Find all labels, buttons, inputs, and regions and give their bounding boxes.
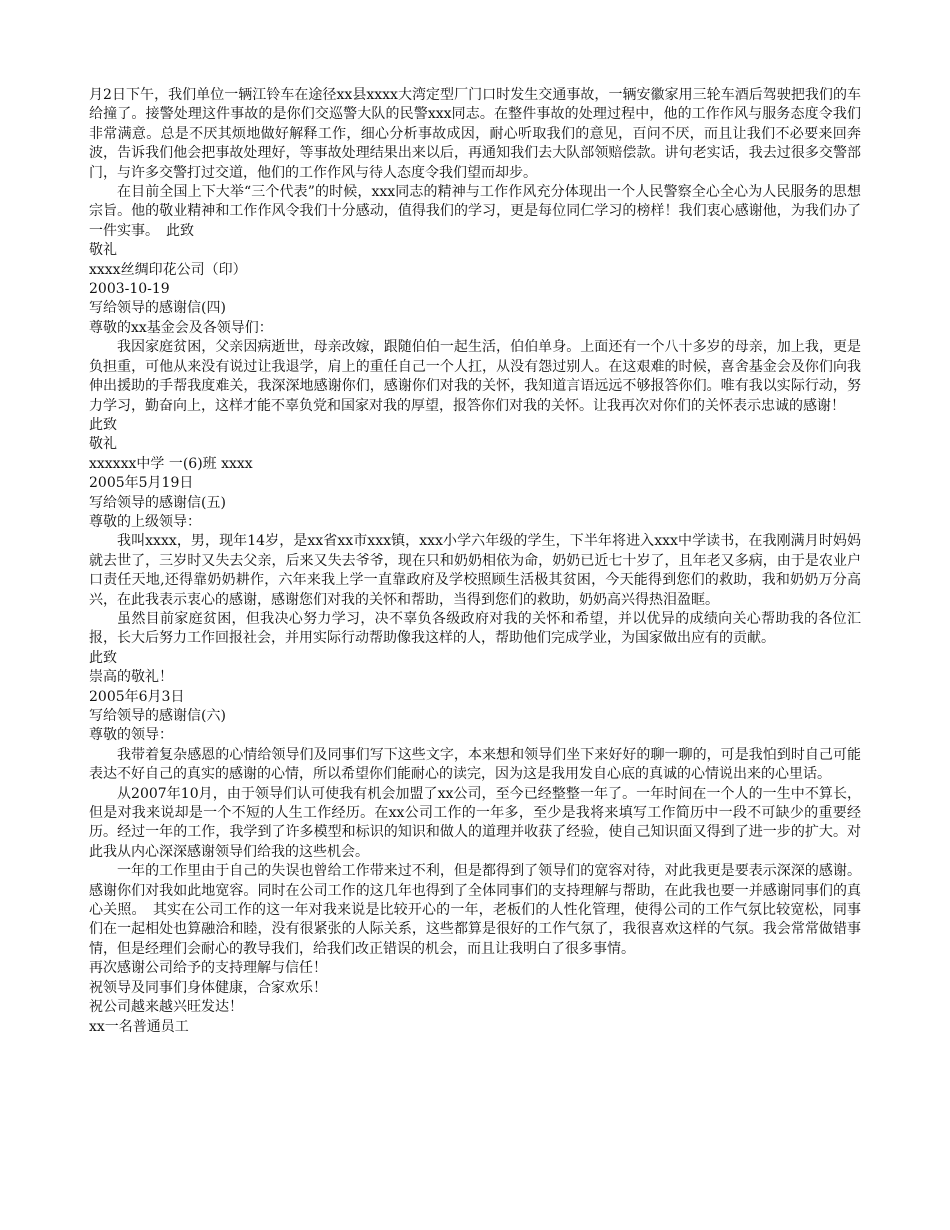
document-body: [89, 86, 861, 1037]
paragraph-three-represents: 在目前全国上下大举“三个代表”的时候，xxx同志的精神与工作作风充分体现出一个人民警察全心全心为人民服务的思想宗旨。他的敬业精神和工作作风令我们十分感动，值得我们的学习，更是每位同仁学习的榜样！我们衷心感谢他，为我们办了一件实事。 此致: [89, 184, 861, 239]
wish-line: 祝公司越来越兴旺发达！: [89, 999, 243, 1016]
letter-heading-five: 写给领导的感谢信(五): [89, 494, 226, 511]
thanks-line: 再次感谢公司给予的支持理解与信任！: [89, 960, 327, 977]
closing-salute: 崇高的敬礼！: [89, 669, 173, 686]
salutation: 尊敬的领导：: [89, 727, 173, 744]
letter-heading-six: 写给领导的感谢信(六): [89, 708, 226, 724]
paragraph-one-year-work: 从2007年10月，由于领导们认可使我有机会加盟了xx公司，至今已经整整一年了。一年时间在一个人的一生中不算长，但是对我来说却是一个不短的人生工作经历。在xx公司工作的一年多，至少是我将来填写工作简历中一段不可缺少的重要经历。经过一年的工作，我学到了许多模型和标识的知识和做人的道理并收获了经验，使自己知识面又得到了进一步的扩大。对此我从内心深深感谢领导们给我的这些机会。: [89, 785, 861, 860]
paragraph-tolerance-thanks: 一年的工作里由于自己的失误也曾给工作带来过不利，但是都得到了领导们的宽容对待，对此我更是要表示深深的感谢。感谢你们对我如此地宽容。同时在公司工作的这几年也得到了全体同事们的支持理解与帮助，在此我也要一并感谢同事们的真心关照。 其实在公司工作的这一年对我来说是比较开心的一年，老板们的人性化管理，使得公司的工作气氛比较宽松，同事们在一起相处也算融洽和睦，没有很紧张的人际关系，这些都算是很好的工作气氛了，我很喜欢这样的气氛。我会常常做错事情，但是经理们会耐心的教导我们，给我们改正错误的机会，而且让我明白了很多事情。: [89, 863, 861, 957]
salutation: 尊敬的上级领导：: [89, 513, 201, 530]
date-line: 2005年5月19日: [89, 475, 194, 492]
closing-phrase: 此致: [89, 416, 117, 433]
closing-phrase: 此致: [89, 649, 117, 666]
closing-salute: 敬礼: [89, 242, 117, 259]
paragraph-family-poverty: 我因家庭贫困，父亲因病逝世，母亲改嫁，跟随伯伯一起生活，伯伯单身。上面还有一个八十多岁的母亲，加上我，更是负担重，可他从来没有说过让我退学，肩上的重任自己一个人扛，从没有怨过别人。在这艰难的时候，喜舍基金会及你们向我伸出援助的手帮我度难关，我深深地感谢你们，感谢你们对我的关怀，我知道言语远远不够报答你们。唯有我以实际行动，努力学习，勤奋向上，这样才能不辜负党和国家对我的厚望，报答你们对我的关怀。让我再次对你们的关怀表示忠诚的感谢！: [89, 339, 861, 414]
paragraph-traffic-accident: 月2日下午，我们单位一辆江铃车在途径xx县xxxx大湾定型厂门口时发生交通事故，一辆安徽家用三轮车酒后驾驶把我们的车给撞了。接警处理这件事故的是你们交巡警大队的民警xxx同志。在整件事故的处理过程中，他的工作作风与服务态度令我们非常满意。总是不厌其烦地做好解释工作，细心分析事故成因，耐心听取我们的意见，百问不厌，而且让我们不必要来回奔波，告诉我们他会把事故处理好，等事故处理结果出来以后，再通知我们去大队部领赔偿款。讲句老实话，我去过很多交警部门，与许多交警打过交道，他们的工作作风与待人态度令我们望而却步。: [89, 87, 861, 181]
wish-line: 祝领导及同事们身体健康，合家欢乐！: [89, 979, 327, 996]
signature-employee: xx一名普通员工: [89, 1018, 189, 1035]
paragraph-gratitude-intro: 我带着复杂感恩的心情给领导们及同事们写下这些文字，本来想和领导们坐下来好好的聊一聊的，可是我怕到时自己可能表达不好自己的真实的感谢的心情，所以希望你们能耐心的读完，因为这是我用发自心底的真诚的心情说出来的心里话。: [89, 746, 861, 783]
date-line: 2005年6月3日: [89, 688, 185, 705]
paragraph-student-introduction: 我叫xxxx，男，现年14岁，是xx省xx市xxx镇，xxx小学六年级的学生，下半年将进入xxx中学读书，在我刚满月时妈妈就去世了，三岁时又失去父亲，后来又失去爷爷，现在只和奶奶相依为命，奶奶已近七十岁了，且年老又多病，由于是农业户口责任天地,还得靠奶奶耕作，六年来我上学一直靠政府及学校照顾生活极其贫困，今天能得到您们的救助，我和奶奶万分高兴，在此我表示衷心的感谢，感谢您们对我的关怀和帮助，当得到您们的救助，奶奶高兴得热泪盈眶。: [89, 533, 861, 608]
letter-heading-four: 写给领导的感谢信(四): [89, 300, 226, 317]
signature-company: xxxx丝绸印花公司（印）: [89, 261, 247, 278]
date-line: 2003-10-19: [89, 281, 170, 298]
salutation: 尊敬的xx基金会及各领导们：: [89, 319, 273, 336]
signature-student: xxxxxx中学 一(6)班 xxxx: [89, 455, 253, 472]
paragraph-student-resolve: 虽然目前家庭贫困，但我决心努力学习，决不辜负各级政府对我的关怀和希望，并以优异的成绩向关心帮助我的各位汇报，长大后努力工作回报社会，并用实际行动帮助像我这样的人，帮助他们完成学业，为国家做出应有的贡献。: [89, 610, 861, 647]
closing-salute: 敬礼: [89, 436, 117, 453]
